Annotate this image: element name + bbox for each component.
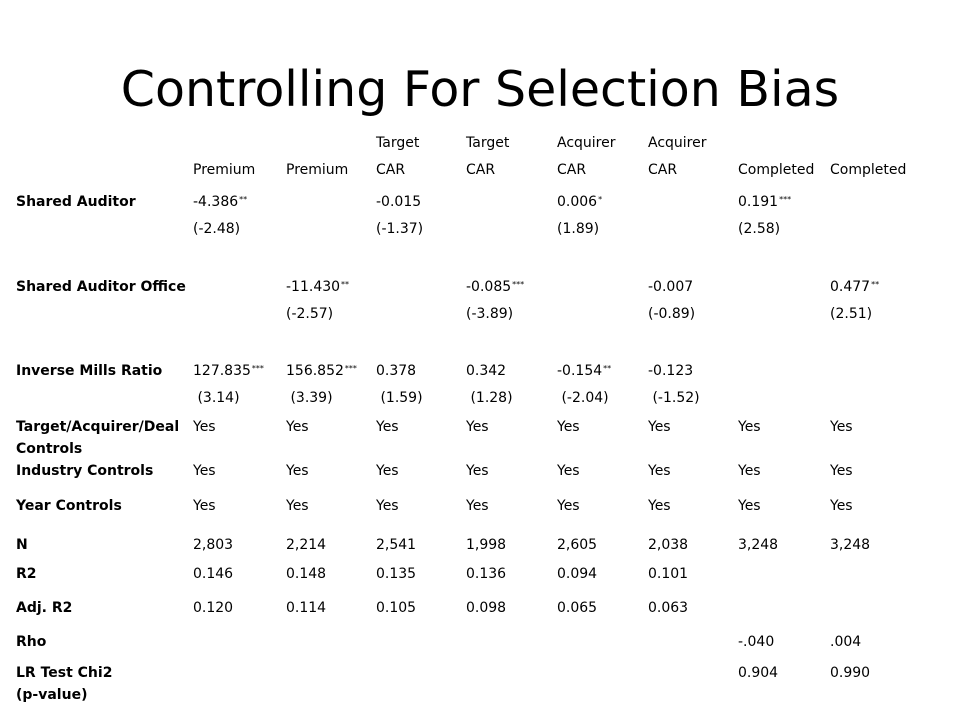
table-cell	[466, 599, 506, 617]
table-cell	[286, 497, 309, 515]
table-cell	[557, 497, 580, 515]
cell-value: Yes	[557, 419, 580, 435]
table-cell	[738, 193, 791, 211]
table-cell	[466, 536, 506, 554]
table-cell	[376, 536, 416, 554]
table-cell	[648, 599, 688, 617]
row-label: Controls	[16, 441, 83, 457]
row-label: Target/Acquirer/Deal	[16, 419, 180, 435]
table-cell	[738, 633, 774, 651]
column-header: Premium	[286, 162, 349, 178]
table-cell	[557, 565, 597, 583]
cell-value: Yes	[286, 463, 309, 479]
table-cell	[376, 565, 416, 583]
column-header: CAR	[376, 162, 406, 178]
cell-value: Yes	[830, 463, 853, 479]
cell-value: 0.101	[648, 566, 689, 582]
table-cell	[648, 497, 671, 515]
cell-value: Yes	[738, 419, 761, 435]
table-cell	[738, 418, 761, 436]
row-label: R2	[16, 566, 37, 582]
table-cell	[557, 599, 597, 617]
table-cell	[376, 599, 416, 617]
cell-value: Yes	[193, 498, 216, 514]
cell-value: 0.378	[376, 363, 417, 379]
table-cell	[466, 565, 506, 583]
table-cell	[557, 418, 580, 436]
cell-value: 2,038	[648, 537, 689, 553]
table-cell	[376, 418, 399, 436]
table-cell	[376, 193, 421, 211]
significance-stars: ***	[251, 364, 264, 373]
cell-value: 2,541	[376, 537, 417, 553]
significance-stars: **	[341, 280, 350, 289]
column-header: CAR	[466, 162, 496, 178]
cell-value: 0.094	[557, 566, 598, 582]
significance-stars: **	[239, 195, 248, 204]
row-label: (p-value)	[16, 687, 88, 703]
table-cell	[286, 278, 349, 296]
table-cell	[830, 664, 870, 682]
row-label: Shared Auditor Office	[16, 279, 186, 295]
row-label: Adj. R2	[16, 600, 73, 616]
cell-value: Yes	[376, 498, 399, 514]
cell-value: 0.136	[466, 566, 507, 582]
cell-value: Yes	[738, 463, 761, 479]
table-cell	[648, 565, 688, 583]
cell-value: Yes	[286, 419, 309, 435]
significance-stars: *	[598, 195, 603, 204]
cell-value: 0.342	[466, 363, 507, 379]
cell-value: Yes	[557, 463, 580, 479]
row-label: Shared Auditor	[16, 194, 136, 210]
cell-value: Yes	[193, 419, 216, 435]
significance-stars: ***	[344, 364, 357, 373]
cell-value: 0.006	[557, 194, 598, 210]
cell-value: 0.904	[738, 665, 779, 681]
table-cell	[286, 462, 309, 480]
cell-value: 0.146	[193, 566, 234, 582]
cell-value: Yes	[830, 498, 853, 514]
table-cell	[286, 418, 309, 436]
cell-value: -0.007	[648, 279, 694, 295]
cell-value: Yes	[830, 419, 853, 435]
table-cell	[648, 418, 671, 436]
table-cell	[738, 536, 778, 554]
cell-value: Yes	[557, 498, 580, 514]
cell-value: -11.430	[286, 279, 341, 295]
significance-stars: ***	[512, 280, 525, 289]
table-cell	[466, 418, 489, 436]
table-cell	[557, 193, 602, 211]
cell-value: Yes	[286, 498, 309, 514]
cell-value: 2,605	[557, 537, 598, 553]
table-cell	[286, 565, 326, 583]
row-label: Inverse Mills Ratio	[16, 363, 163, 379]
table-cell	[286, 362, 357, 380]
t-statistic: (-2.04)	[557, 390, 609, 406]
t-statistic: (-1.37)	[376, 221, 424, 237]
row-label: LR Test Chi2	[16, 665, 113, 681]
table-cell	[466, 497, 489, 515]
table-cell	[648, 362, 693, 380]
column-header: Completed	[738, 162, 815, 178]
t-statistic: (-3.89)	[466, 306, 514, 322]
cell-value: Yes	[648, 419, 671, 435]
t-statistic: (-1.52)	[648, 390, 700, 406]
cell-value: Yes	[738, 498, 761, 514]
cell-value: 0.114	[286, 600, 327, 616]
t-statistic: (-0.89)	[648, 306, 696, 322]
cell-value: 2,803	[193, 537, 234, 553]
cell-value: Yes	[648, 463, 671, 479]
cell-value: 0.105	[376, 600, 417, 616]
table-cell	[648, 536, 688, 554]
cell-value: 0.191	[738, 194, 779, 210]
cell-value: 3,248	[830, 537, 871, 553]
table-cell	[830, 278, 879, 296]
table-cell	[466, 362, 506, 380]
row-label: Industry Controls	[16, 463, 154, 479]
table-cell	[738, 497, 761, 515]
table-cell	[648, 278, 693, 296]
table-cell	[193, 599, 233, 617]
cell-value: 0.098	[466, 600, 507, 616]
t-statistic: (2.58)	[738, 221, 781, 237]
column-header: CAR	[648, 162, 678, 178]
cell-value: 0.063	[648, 600, 689, 616]
table-cell	[557, 462, 580, 480]
table-cell	[193, 193, 247, 211]
cell-value: -0.015	[376, 194, 422, 210]
t-statistic: (-2.48)	[193, 221, 241, 237]
cell-value: 127.835	[193, 363, 251, 379]
table-cell	[193, 536, 233, 554]
cell-value: 156.852	[286, 363, 344, 379]
table-cell	[376, 362, 416, 380]
table-cell	[830, 497, 853, 515]
column-header-top: Acquirer	[648, 135, 707, 151]
cell-value: 3,248	[738, 537, 779, 553]
column-header: CAR	[557, 162, 587, 178]
cell-value: 0.120	[193, 600, 234, 616]
cell-value: 0.990	[830, 665, 871, 681]
t-statistic: (2.51)	[830, 306, 873, 322]
cell-value: -0.154	[557, 363, 603, 379]
table-cell	[830, 462, 853, 480]
t-statistic: (-2.57)	[286, 306, 334, 322]
column-header: Premium	[193, 162, 256, 178]
table-cell	[830, 536, 870, 554]
table-cell	[830, 633, 861, 651]
table-cell	[830, 418, 853, 436]
row-label: Rho	[16, 634, 47, 650]
cell-value: -0.085	[466, 279, 512, 295]
table-cell	[193, 462, 216, 480]
cell-value: Yes	[193, 463, 216, 479]
cell-value: 1,998	[466, 537, 507, 553]
table-cell	[648, 462, 671, 480]
cell-value: -.040	[738, 634, 775, 650]
significance-stars: **	[603, 364, 612, 373]
cell-value: Yes	[376, 419, 399, 435]
column-header-top: Target	[466, 135, 510, 151]
significance-stars: **	[871, 280, 880, 289]
cell-value: Yes	[466, 463, 489, 479]
row-label: Year Controls	[16, 498, 122, 514]
t-statistic: (1.89)	[557, 221, 600, 237]
cell-value: 0.477	[830, 279, 871, 295]
cell-value: Yes	[648, 498, 671, 514]
table-cell	[466, 278, 524, 296]
table-cell	[193, 565, 233, 583]
table-cell	[376, 497, 399, 515]
cell-value: Yes	[466, 419, 489, 435]
cell-value: Yes	[376, 463, 399, 479]
column-header-top: Acquirer	[557, 135, 616, 151]
table-cell	[286, 599, 326, 617]
column-header: Completed	[830, 162, 907, 178]
column-header-top: Target	[376, 135, 420, 151]
cell-value: -0.123	[648, 363, 694, 379]
cell-value: -4.386	[193, 194, 239, 210]
cell-value: 0.065	[557, 600, 598, 616]
table-cell	[376, 462, 399, 480]
row-label: N	[16, 537, 28, 553]
cell-value: Yes	[466, 498, 489, 514]
t-statistic: (1.59)	[376, 390, 423, 406]
table-cell	[286, 536, 326, 554]
table-cell	[738, 664, 778, 682]
significance-stars: ***	[779, 195, 792, 204]
t-statistic: (3.39)	[286, 390, 333, 406]
table-cell	[557, 536, 597, 554]
table-cell	[557, 362, 611, 380]
slide-title: Controlling For Selection Bias	[120, 61, 840, 118]
cell-value: .004	[830, 634, 862, 650]
table-cell	[193, 418, 216, 436]
cell-value: 0.148	[286, 566, 327, 582]
table-cell	[466, 462, 489, 480]
table-cell	[193, 362, 264, 380]
cell-value: 0.135	[376, 566, 417, 582]
t-statistic: (3.14)	[193, 390, 240, 406]
table-cell	[193, 497, 216, 515]
t-statistic: (1.28)	[466, 390, 513, 406]
cell-value: 2,214	[286, 537, 327, 553]
table-cell	[738, 462, 761, 480]
